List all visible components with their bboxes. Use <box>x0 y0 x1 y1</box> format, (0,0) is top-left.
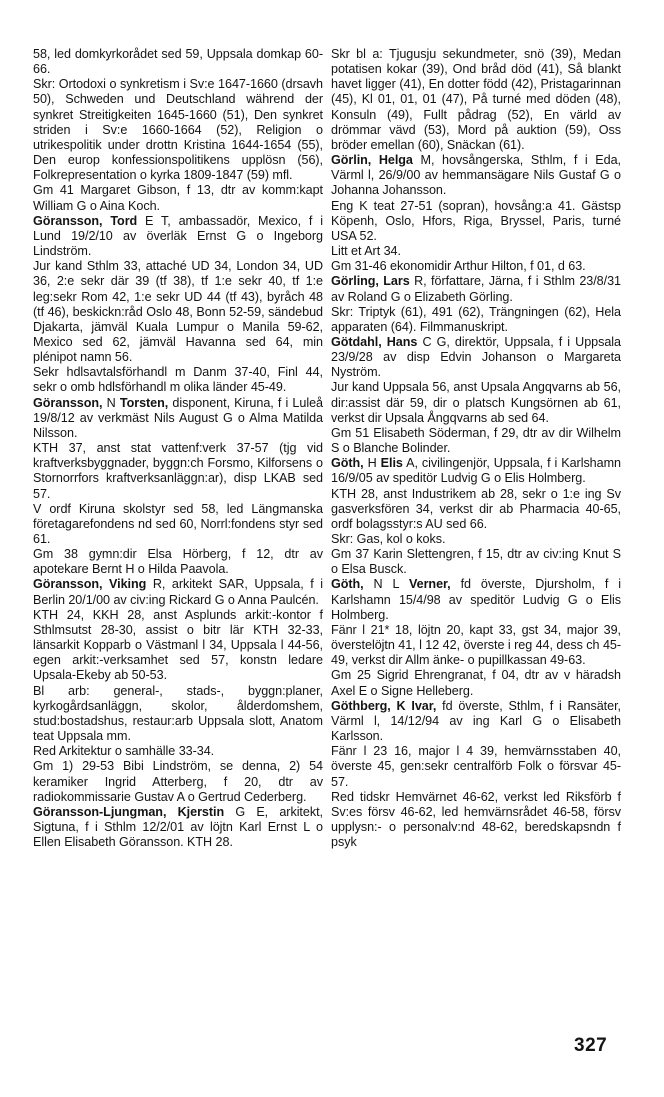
entry-name: Göth, <box>331 577 364 592</box>
entry-text: Skr: Triptyk (61), 491 (62), Trängningen (62), Hela apparaten (64). Filmmanuskript. <box>331 304 621 334</box>
entry-paragraph <box>331 274 621 304</box>
entry-text: Skr: Ortodoxi o synkretism i Sv:e 1647-1660 (drsavh 50), Schweden und Deutschland während der synkret Streitigkeiten 1645-1660 (51), Den synkret striden i Sv:e 1660-1664 (52), Religion o utrikespolitik under drottn Kristina 1644-1654 (55), Den europ konfessionspolitikens upplösn (56), Folkrepresentation o kyrka 1809-1847 (59) mfl. <box>33 77 323 183</box>
entry-text: N <box>102 395 120 410</box>
entry-name: Göransson, Viking <box>33 577 147 592</box>
entry-paragraph <box>331 305 621 335</box>
entry-text: H <box>363 456 381 471</box>
entry-text: Litt et Art 34. <box>331 244 401 259</box>
page-number: 327 <box>574 1035 608 1056</box>
entry-text: M, hovsångerska, Sthlm, f i Eda, Värml l, 26/9/00 av hemmansägare Nils Gustaf G o Johanna Johansson. <box>331 153 621 198</box>
entry-paragraph <box>33 577 323 607</box>
entry-paragraph <box>331 153 621 198</box>
entry-text: Fänr l 21* 18, löjtn 20, kapt 33, gst 34, major 39, överstelöjtn 41, l 12 42, överste i reg 44, dess ch 45-49, verkst dir Allm änke- o pupillkassan 49-63. <box>331 622 621 668</box>
right-column <box>331 47 621 850</box>
entry-paragraph <box>33 47 323 77</box>
entry-name: Görling, Lars <box>331 274 410 289</box>
entry-paragraph <box>33 608 323 684</box>
entry-name: Götdahl, Hans <box>331 334 418 349</box>
entry-paragraph <box>33 441 323 502</box>
entry-name: Göransson, Tord <box>33 213 138 228</box>
entry-text: N L <box>363 577 409 592</box>
entry-paragraph <box>33 77 323 183</box>
entry-paragraph <box>331 532 621 547</box>
entry-text: Jur kand Uppsala 56, anst Upsala Angqvarns ab 56, dir:assist där 59, dir o platsch Kungsörnen ab 61, verkst dir Upsala Ångqvarns ab sed 64. <box>331 380 621 425</box>
left-column <box>33 47 323 850</box>
entry-text: Gm 25 Sigrid Ehrengranat, f 04, dtr av v häradsh Axel E o Signe Helleberg. <box>331 668 621 698</box>
entry-text: G E, arkitekt, Sigtuna, f i Sthlm 12/2/01 av löjtn Karl Ernst L o Ellen Elisabeth Göransson. KTH 28. <box>33 804 323 850</box>
entry-name: Verner, <box>408 577 451 592</box>
entry-name: Göransson-Ljungman, Kjerstin <box>33 804 225 819</box>
entry-paragraph <box>331 259 621 274</box>
entry-paragraph <box>33 502 323 547</box>
entry-paragraph <box>33 759 323 804</box>
entry-text: Red Arkitektur o samhälle 33-34. <box>33 744 215 759</box>
entry-name: Torsten, <box>119 395 169 410</box>
entry-paragraph <box>33 547 323 577</box>
entry-paragraph <box>33 744 323 759</box>
entry-paragraph <box>331 456 621 486</box>
entry-text: R, arkitekt SAR, Uppsala, f i Berlin 20/1/00 av civ:ing Rickard G o Anna Paulcén. <box>33 577 323 607</box>
entry-paragraph <box>331 790 621 851</box>
entry-paragraph <box>331 487 621 532</box>
entry-text: A, civilingenjör, Uppsala, f i Karlshamn 16/9/05 av speditör Ludvig G o Elis Holmberg. <box>331 456 621 486</box>
entry-paragraph <box>33 183 323 213</box>
entry-text: Gm 31-46 ekonomidir Arthur Hilton, f 01, d 63. <box>331 259 586 274</box>
entry-name: Görlin, Helga <box>331 153 413 168</box>
entry-name: Göth, <box>331 456 364 471</box>
entry-text: 58, led domkyrkorådet sed 59, Uppsala domkap 60-66. <box>33 47 323 77</box>
entry-paragraph <box>331 547 621 577</box>
entry-paragraph <box>331 244 621 259</box>
entry-text: Fänr l 23 16, major l 4 39, hemvärnsstaben 40, överste 45, gen:sekr centralförb Folk o försvar 45-57. <box>331 744 621 789</box>
entry-name: Göransson, <box>33 395 103 410</box>
entry-text: Gm 41 Margaret Gibson, f 13, dtr av komm:kapt William G o Aina Koch. <box>33 183 323 213</box>
entry-paragraph <box>331 426 621 456</box>
entry-text: Gm 38 gymn:dir Elsa Hörberg, f 12, dtr av apotekare Bernt H o Hilda Paavola. <box>33 547 323 577</box>
entry-paragraph <box>331 380 621 425</box>
entry-text: Sekr hdlsavtalsförhandl m Danm 37-40, Finl 44, sekr o omb hdlsförhandl m olika länder 45-49. <box>33 365 323 395</box>
entry-paragraph <box>331 577 621 622</box>
entry-text: Bl arb: general-, stads-, byggn:planer, kyrkogårdsanläggn, skolor, ålderdomshem, stud:bostadshus, restaur:arb Uppsala slott, Anatom teat Uppsala mm. <box>33 683 323 744</box>
entry-text: R, författare, Järna, f i Sthlm 23/8/31 av Roland G o Elizabeth Görling. <box>331 274 621 304</box>
entry-paragraph <box>33 214 323 259</box>
entry-text: Red tidskr Hemvärnet 46-62, verkst led Riksförb f Sv:es försv 46-62, led hemvärnsrådet 46-58, försv upplysn:- o personalv:nd 48-62, beredskapsndn f psyk <box>331 789 621 850</box>
entry-text: V ordf Kiruna skolstyr sed 58, led Längmanska företagarefondens nd sed 60, Norrl:fondens styr sed 61. <box>33 501 323 546</box>
entry-paragraph <box>331 199 621 244</box>
entry-paragraph <box>33 365 323 395</box>
entry-text: KTH 28, anst Industrikem ab 28, sekr o 1:e ing Sv gasverksfören 34, verkst dir ab Pharmacia 40-65, ordf bolagsstyr:s AU sed 66. <box>331 486 621 531</box>
entry-text: disponent, Kiruna, f i Luleå 19/8/12 av verkmäst Nils August G o Alma Matilda Nilsson. <box>33 395 323 440</box>
entry-name: Göthberg, K Ivar, <box>331 698 437 713</box>
entry-text: Skr: Gas, kol o koks. <box>331 532 446 546</box>
entry-name: Elis <box>380 456 403 471</box>
entry-text: fd överste, Djursholm, f i Karlshamn 15/4/98 av speditör Ludvig G o Elis Holmberg. <box>331 577 621 622</box>
entry-text: Skr bl a: Tjugusju sekundmeter, snö (39), Medan potatisen kokar (39), Ond bråd död (41), Så blankt havet ligger (41), En dotter född (42), Pristagarinnan (45), Kl 01, 01, 01 (47), På turné med döden (48), Konsuln (49), Fullt pådrag (52), En värld av drömmar vävd (53), Mord på auktion (59), Oss bröder emellan (60), Snäckan (61). <box>331 47 621 152</box>
entry-paragraph <box>33 259 323 365</box>
entry-paragraph <box>331 668 621 698</box>
entry-text: fd överste, Sthlm, f i Ransäter, Värml l, 14/12/94 av ing Karl G o Elisabeth Karlsson. <box>331 698 621 744</box>
entry-text: Gm 37 Karin Slettengren, f 15, dtr av civ:ing Knut S o Elsa Busck. <box>331 547 621 577</box>
entry-paragraph <box>331 744 621 789</box>
entry-text: KTH 37, anst stat vattenf:verk 37-57 (tjg vid kraftverksbyggnader, byggn:ch Forsmo, Kilforsens o Stornorrfors kraftverksanläggn:ar), disp LKAB sed 57. <box>33 441 323 501</box>
entry-paragraph <box>331 47 621 153</box>
entry-text: Eng K teat 27-51 (sopran), hovsång:a 41. Gästsp Köpenh, Oslo, Hfors, Riga, Bryssel, Paris, turné USA 52. <box>331 198 621 243</box>
entry-paragraph <box>331 335 621 380</box>
entry-text: E T, ambassadör, Mexico, f i Lund 19/2/10 av överläk Ernst G o Ingeborg Lindström. <box>33 213 323 259</box>
entry-text: KTH 24, KKH 28, anst Asplunds arkit:-kontor f Sthlmsutst 28-30, assist o bitr lär KTH 32-33, länsarkit Kopparb o Västmanl l 34, Uppsala l 44-56, egen arkit:-verksamhet sed 57, konstn ledare Upsala-Ekeby ab 50-53. <box>33 607 323 683</box>
entry-paragraph <box>33 396 323 441</box>
entry-paragraph <box>331 699 621 744</box>
entry-text: Gm 1) 29-53 Bibi Lindström, se denna, 2) 54 keramiker Ingrid Atterberg, f 20, dtr av radiokommissarie Gustav A o Gertrud Cederberg. <box>33 759 323 804</box>
entry-paragraph <box>33 805 323 850</box>
entry-text: Jur kand Sthlm 33, attaché UD 34, London 34, UD 36, 2:e sekr där 39 (tf 38), tf 1:e sekr 40, tf 1:e leg:sekr Rom 42, 1:e sekr UD 44 (tf 43), byråch 48 (tf 46), beskickn:råd Oslo 48, Bonn 52-59, sändebud Djakarta, jämväl Kuala Lumpur o Manila 59-62, Mexico sed 62, jämväl Havanna sed 64, min plénipot namn 56. <box>33 259 323 365</box>
entry-text: Gm 51 Elisabeth Söderman, f 29, dtr av dir Wilhelm S o Blanche Bolinder. <box>331 425 621 456</box>
entry-text: C G, direktör, Uppsala, f i Uppsala 23/9/28 av disp Edvin Johanson o Margareta Nyström. <box>331 334 622 380</box>
entry-paragraph <box>331 623 621 668</box>
entry-paragraph <box>33 684 323 745</box>
